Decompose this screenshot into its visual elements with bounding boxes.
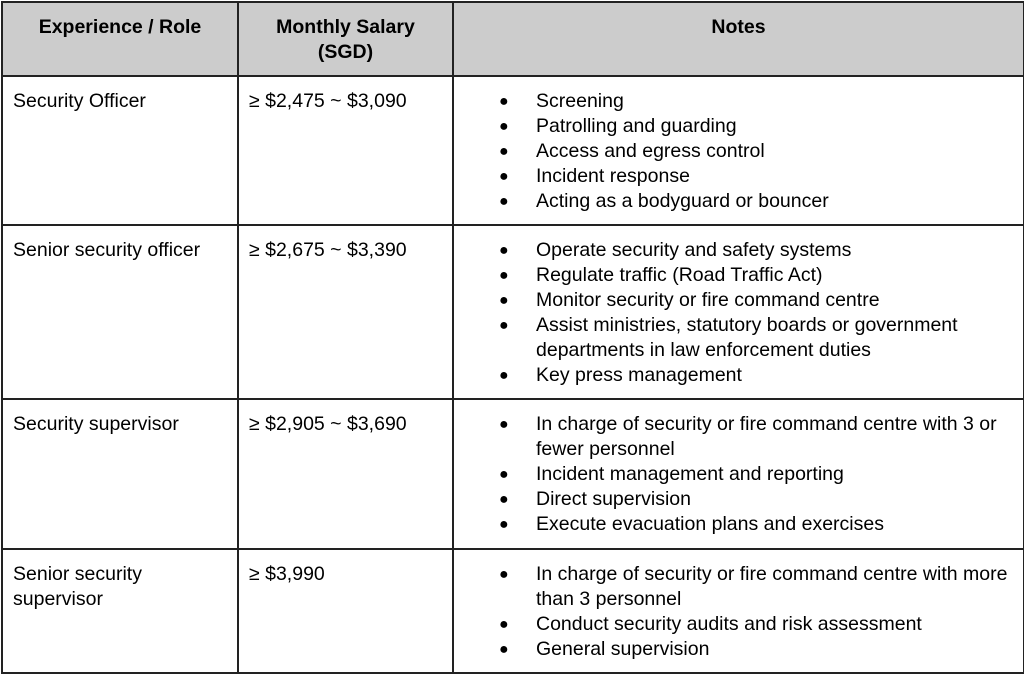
notes-cell [453, 225, 1024, 399]
role-cell: Senior security supervisor [2, 549, 238, 673]
bullet-icon: ● [499, 292, 509, 309]
header-notes: Notes [453, 2, 1024, 76]
bullet-icon: ● [499, 267, 509, 284]
notes-list [454, 412, 1017, 537]
note-text: Operate security and safety systems [536, 239, 852, 261]
bullet-icon: ● [499, 491, 509, 508]
bullet-icon: ● [499, 242, 509, 259]
note-item [454, 164, 1017, 189]
note-item [454, 512, 1017, 537]
note-text: Conduct security audits and risk assessment [536, 613, 922, 635]
bullet-icon: ● [499, 641, 509, 658]
note-item [454, 189, 1017, 214]
header-row [2, 2, 1024, 76]
note-item [454, 562, 1017, 612]
header-monthly-salary-line1: Monthly Salary [276, 16, 415, 38]
notes-cell [453, 399, 1024, 549]
bullet-icon: ● [499, 416, 509, 433]
bullet-icon: ● [499, 143, 509, 160]
header-monthly-salary [238, 2, 453, 76]
note-text: Incident response [536, 165, 690, 187]
bullet-icon: ● [499, 193, 509, 210]
note-item [454, 238, 1017, 263]
note-text: Regulate traffic (Road Traffic Act) [536, 264, 823, 286]
notes-cell [453, 549, 1024, 673]
note-item [454, 114, 1017, 139]
note-item [454, 637, 1017, 662]
notes-cell [453, 76, 1024, 225]
bullet-icon: ● [499, 516, 509, 533]
note-item [454, 412, 1017, 462]
note-text: Acting as a bodyguard or bouncer [536, 190, 829, 212]
table-row [2, 225, 1024, 399]
note-item [454, 139, 1017, 164]
note-text: General supervision [536, 638, 710, 660]
bullet-icon: ● [499, 93, 509, 110]
role-cell: Security Officer [2, 76, 238, 225]
note-text: Patrolling and guarding [536, 115, 737, 137]
note-text: In charge of security or fire command centre with more than 3 personnel [536, 563, 1008, 610]
bullet-icon: ● [499, 118, 509, 135]
notes-list [454, 89, 1017, 214]
note-text: Screening [536, 90, 624, 112]
note-item [454, 363, 1017, 388]
note-item [454, 313, 1017, 363]
note-text: Monitor security or fire command centre [536, 289, 880, 311]
salary-cell: ≥ $3,990 [238, 549, 453, 673]
bullet-icon: ● [499, 466, 509, 483]
role-cell: Security supervisor [2, 399, 238, 549]
table-row [2, 549, 1024, 673]
salary-cell: ≥ $2,475 ~ $3,090 [238, 76, 453, 225]
note-item [454, 612, 1017, 637]
bullet-icon: ● [499, 566, 509, 583]
bullet-icon: ● [499, 168, 509, 185]
note-text: Incident management and reporting [536, 463, 844, 485]
salary-cell: ≥ $2,675 ~ $3,390 [238, 225, 453, 399]
note-text: Execute evacuation plans and exercises [536, 513, 884, 535]
note-item [454, 487, 1017, 512]
bullet-icon: ● [499, 317, 509, 334]
note-text: Assist ministries, statutory boards or government departments in law enforcement duties [536, 314, 958, 361]
notes-list [454, 562, 1017, 662]
notes-list [454, 238, 1017, 388]
note-item [454, 288, 1017, 313]
note-text: Direct supervision [536, 488, 691, 510]
salary-cell: ≥ $2,905 ~ $3,690 [238, 399, 453, 549]
role-cell: Senior security officer [2, 225, 238, 399]
header-monthly-salary-line2: (SGD) [317, 41, 374, 63]
header-experience-role: Experience / Role [2, 2, 238, 76]
salary-table [1, 1, 1024, 674]
bullet-icon: ● [499, 616, 509, 633]
note-item [454, 462, 1017, 487]
note-text: Access and egress control [536, 140, 765, 162]
bullet-icon: ● [499, 367, 509, 384]
note-item [454, 263, 1017, 288]
table-row [2, 76, 1024, 225]
note-text: Key press management [536, 364, 742, 386]
note-text: In charge of security or fire command centre with 3 or fewer personnel [536, 413, 997, 460]
note-item [454, 89, 1017, 114]
table-row [2, 399, 1024, 549]
